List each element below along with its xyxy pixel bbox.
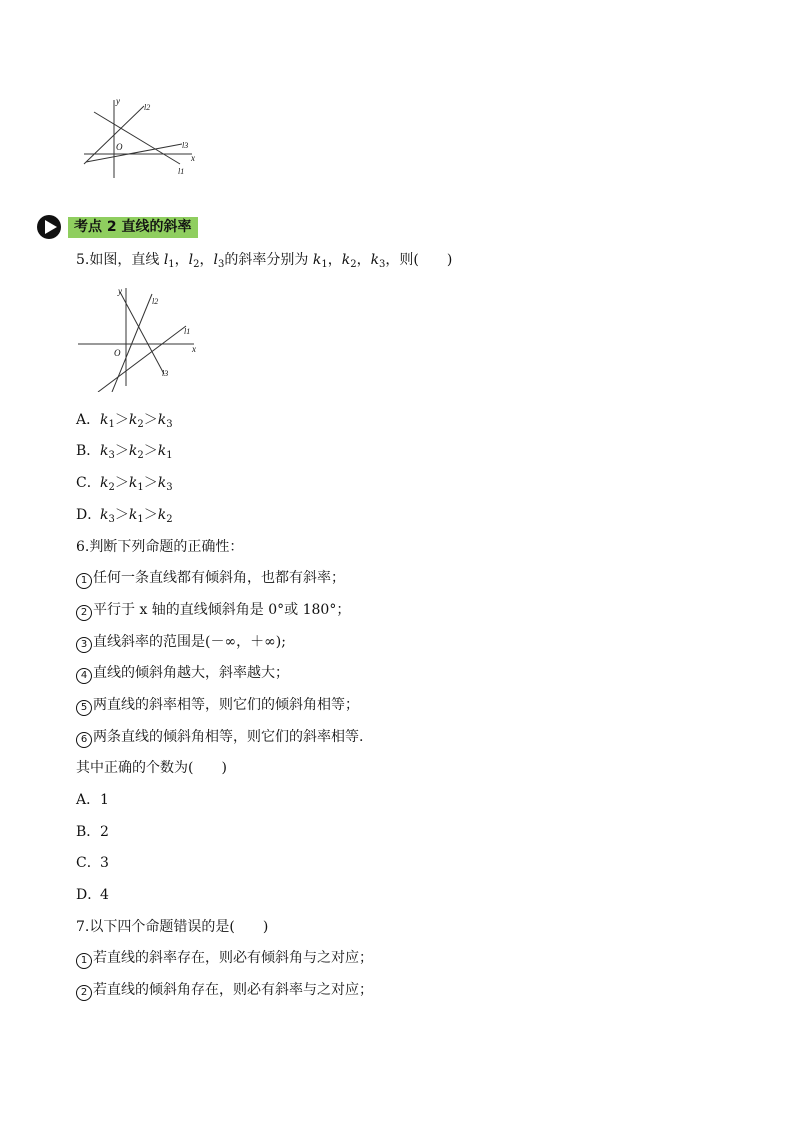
- label-x: x: [192, 344, 196, 354]
- q6-ask: 其中正确的个数为( ): [76, 760, 227, 776]
- section-header: [36, 213, 198, 241]
- label-l1: l1: [178, 167, 185, 176]
- label-l3: l3: [182, 141, 189, 150]
- q6-option-c: C．3: [76, 855, 109, 871]
- q6-item-1: 1 任何一条直线都有倾斜角，也都有斜率；: [76, 568, 345, 589]
- q6-item-6: 6 两条直线的倾斜角相等，则它们的斜率相等.: [76, 727, 363, 748]
- q6-item-4: 4 直线的倾斜角越大，斜率越大；: [76, 663, 289, 684]
- line-l2: [112, 294, 152, 392]
- q6-option-b: B．2: [76, 824, 109, 840]
- section-title: 考点 2 直线的斜率: [68, 217, 198, 238]
- line-l1: [94, 112, 180, 164]
- label-l2: l2: [144, 103, 151, 112]
- q6-item-2: 2 平行于 x 轴的直线倾斜角是 0°或 180°；: [76, 600, 350, 621]
- q7-stem: 7.以下四个命题错误的是( ): [76, 919, 269, 935]
- line-l1: [98, 326, 186, 392]
- q7-item-1: 1 若直线的斜率存在，则必有倾斜角与之对应；: [76, 948, 373, 969]
- figure-previous-lines: [76, 92, 206, 182]
- q5-option-c: C．$k_2>k_1>k_3$: [76, 475, 173, 493]
- label-origin: O: [116, 142, 123, 152]
- q6-item-5: 5 两直线的斜率相等，则它们的倾斜角相等；: [76, 695, 359, 716]
- label-x: x: [191, 153, 195, 163]
- label-y: y: [116, 96, 120, 106]
- q7-item-2: 2 若直线的倾斜角存在，则必有斜率与之对应；: [76, 980, 373, 1001]
- play-icon: [36, 214, 62, 240]
- line-l3: [86, 144, 182, 162]
- q5-option-b: B．$k_3>k_2>k_1$: [76, 443, 173, 461]
- label-l3: l3: [162, 369, 169, 378]
- label-l2: l2: [152, 297, 159, 306]
- label-l1: l1: [184, 327, 191, 336]
- q6-option-a: A．1: [76, 792, 109, 808]
- q5-option-a: A．$k_1>k_2>k_3$: [76, 412, 173, 430]
- q5-figure: [76, 282, 206, 392]
- label-origin: O: [114, 348, 121, 358]
- q5-stem: 5.如图，直线 $l_1$，$l_2$，$l_3$的斜率分别为 $k_1$，$k_2$，$k_3$，则( ): [76, 252, 453, 270]
- label-y: y: [118, 286, 122, 296]
- q6-stem: 6.判断下列命题的正确性：: [76, 539, 244, 555]
- q6-item-3: 3 直线斜率的范围是(－∞，＋∞);: [76, 632, 286, 653]
- q6-option-d: D．4: [76, 887, 109, 903]
- q5-option-d: D．$k_3>k_1>k_2$: [76, 507, 173, 525]
